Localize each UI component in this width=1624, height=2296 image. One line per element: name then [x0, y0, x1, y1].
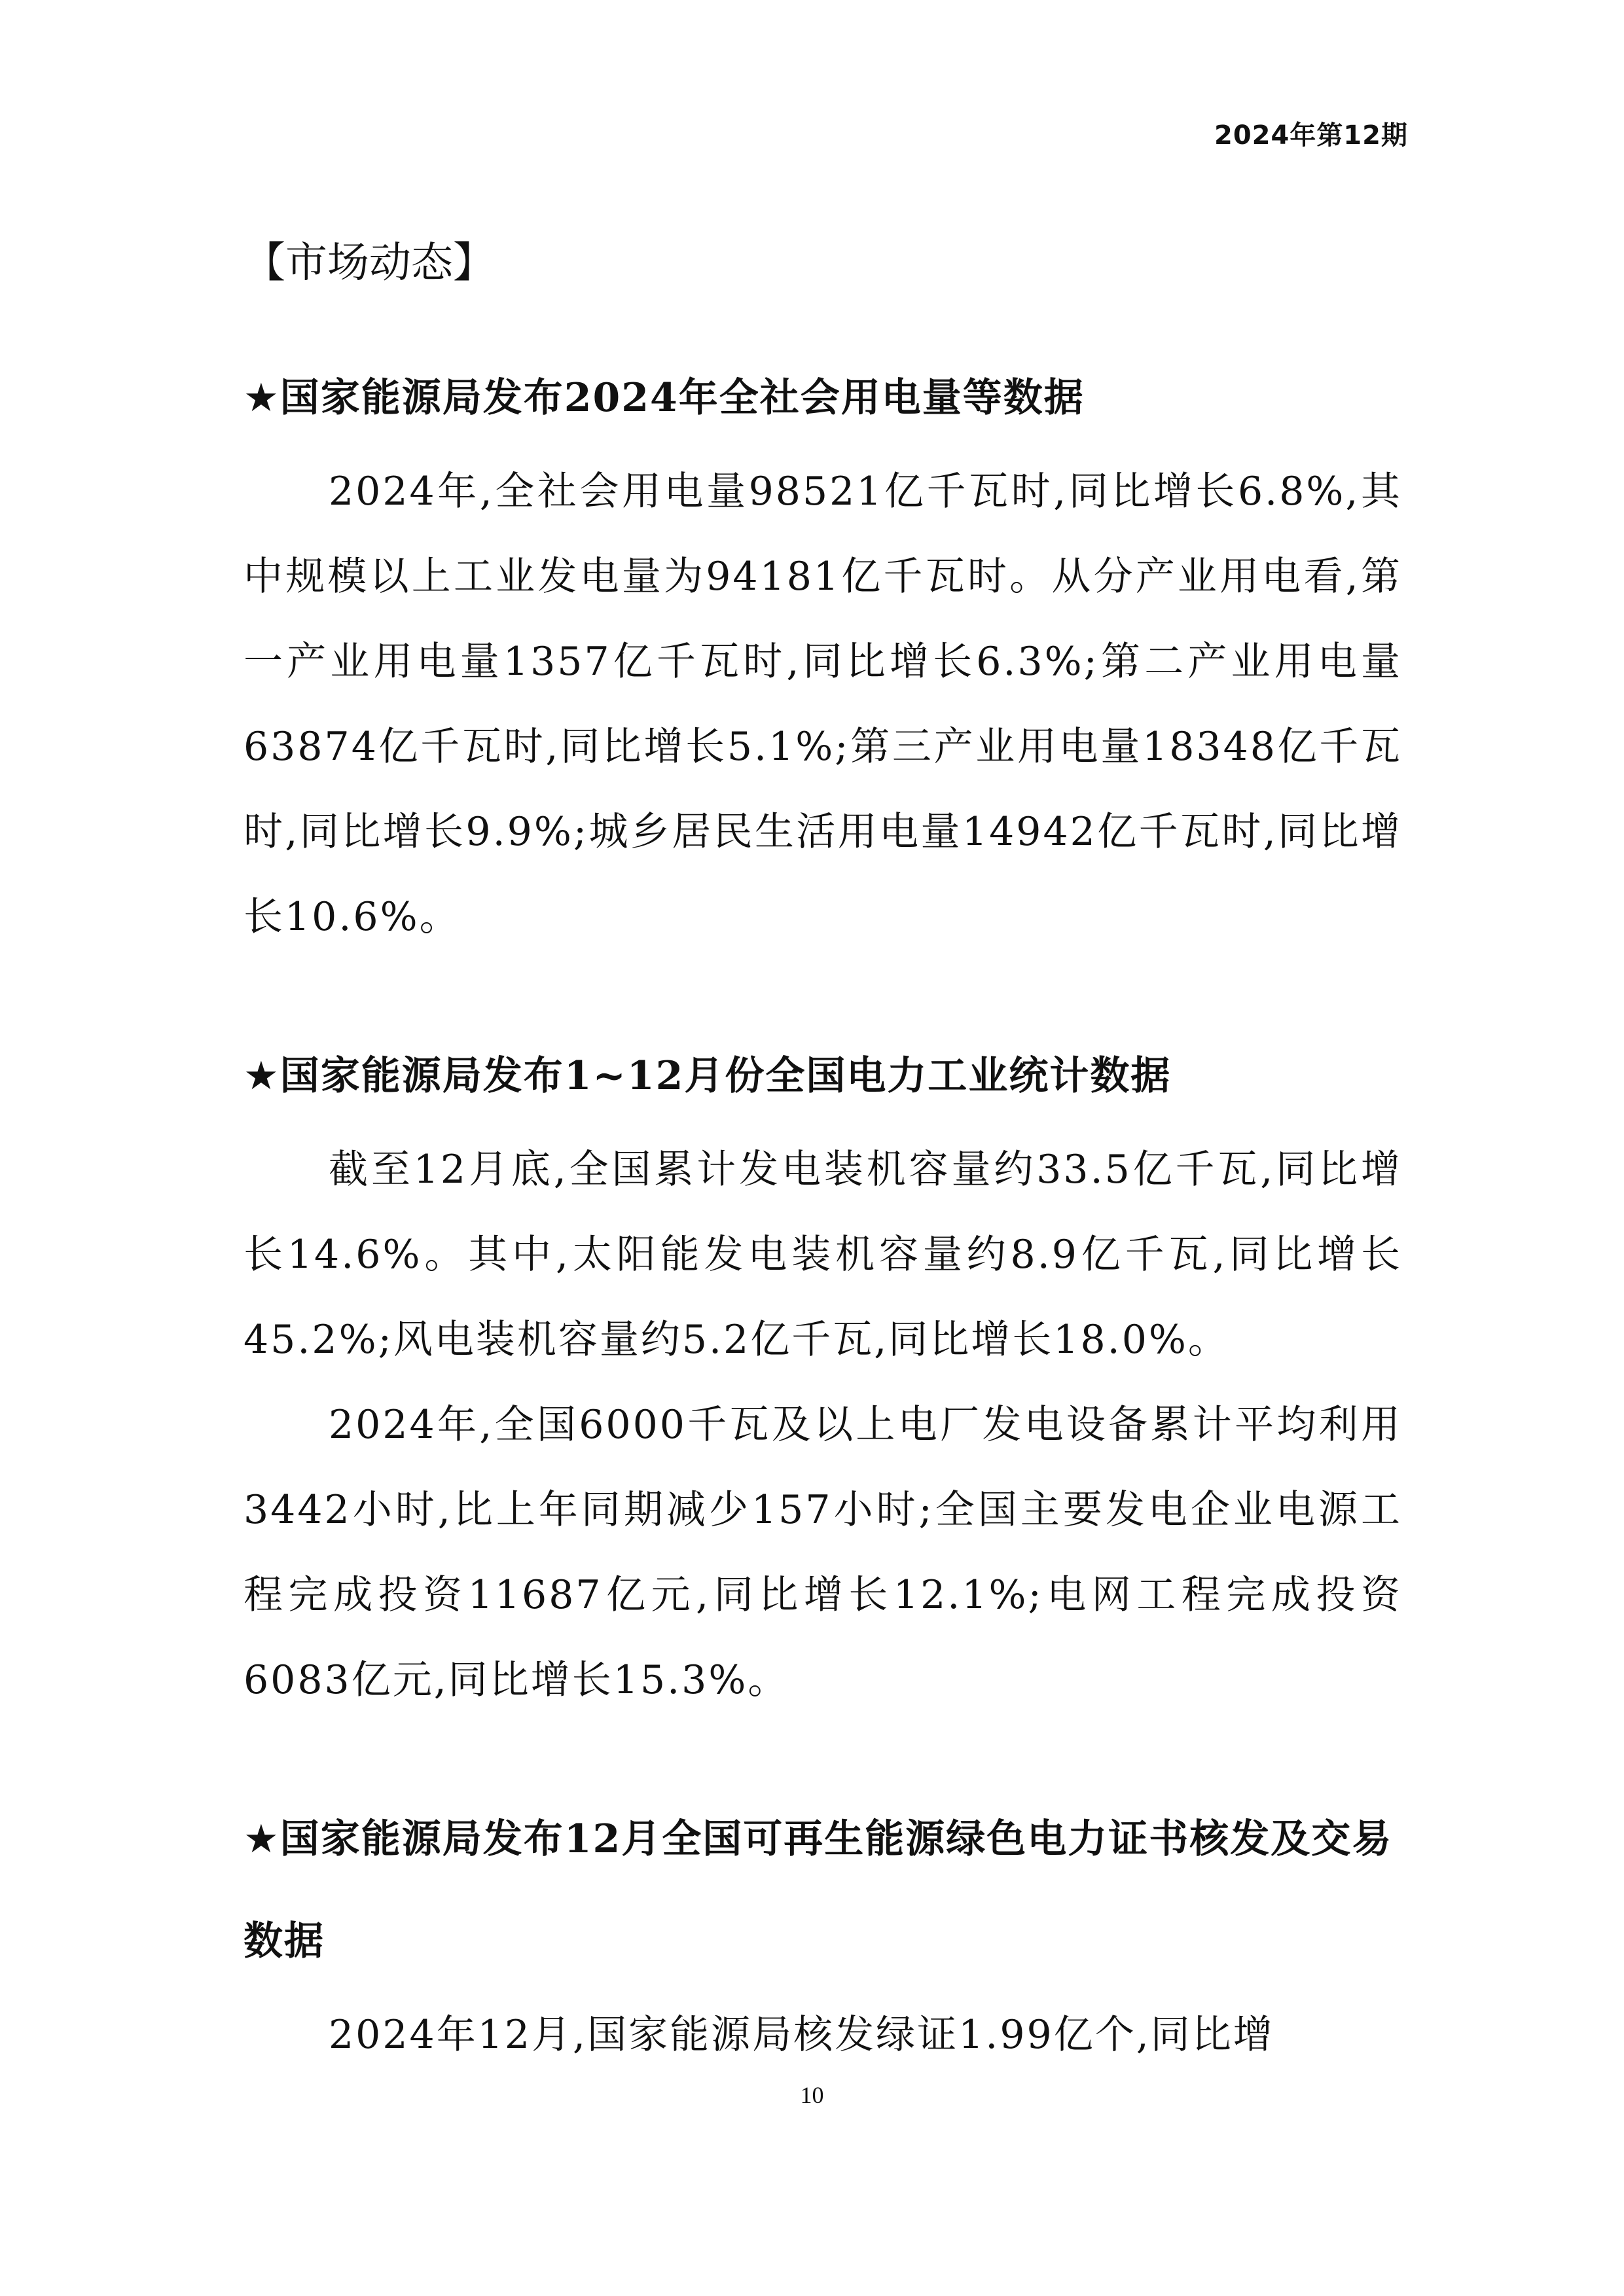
article-paragraph: 截至12月底,全国累计发电装机容量约33.5亿千瓦,同比增长14.6%。其中,太阳能发电装机容量约8.9亿千瓦,同比增长45.2%;风电装机容量约5.2亿千瓦,同比增长18.0%。	[244, 1147, 1402, 1363]
star-icon: ★	[244, 1053, 280, 1099]
section-spacer	[244, 960, 1402, 1025]
article-headline	[244, 1025, 1402, 1127]
article-power-industry-stats	[244, 1025, 1402, 1723]
article-title: 国家能源局发布2024年全社会用电量等数据	[280, 375, 1085, 421]
article-headline	[244, 1788, 1402, 1992]
article-title: 国家能源局发布12月全国可再生能源绿色电力证书核发及交易数据	[244, 1816, 1393, 1964]
article-green-certificates	[244, 1788, 1402, 2077]
section-spacer	[244, 1723, 1402, 1788]
article-paragraph: 2024年,全社会用电量98521亿千瓦时,同比增长6.8%,其中规模以上工业发电量为94181亿千瓦时。从分产业用电看,第一产业用电量1357亿千瓦时,同比增长6.3%;第二产业用电量63874亿千瓦时,同比增长5.1%;第三产业用电量18348亿千瓦时,同比增长9.9%;城乡居民生活用电量14942亿千瓦时,同比增长10.6%。	[244, 469, 1402, 940]
section-label: 【市场动态】	[244, 239, 495, 287]
star-icon: ★	[244, 375, 280, 421]
page-number: 10	[800, 2082, 824, 2108]
issue-label: 2024年第12期	[1214, 120, 1408, 151]
article-headline	[244, 347, 1402, 449]
document-body	[244, 347, 1402, 2077]
star-icon: ★	[244, 1816, 280, 1862]
article-paragraph: 2024年,全国6000千瓦及以上电厂发电设备累计平均利用3442小时,比上年同期减少157小时;全国主要发电企业电源工程完成投资11687亿元,同比增长12.1%;电网工程完成投资6083亿元,同比增长15.3%。	[244, 1402, 1402, 1703]
article-paragraph: 2024年12月,国家能源局核发绿证1.99亿个,同比增	[329, 2012, 1274, 2058]
article-title: 国家能源局发布1~12月份全国电力工业统计数据	[280, 1053, 1172, 1099]
article-electricity-consumption	[244, 347, 1402, 960]
